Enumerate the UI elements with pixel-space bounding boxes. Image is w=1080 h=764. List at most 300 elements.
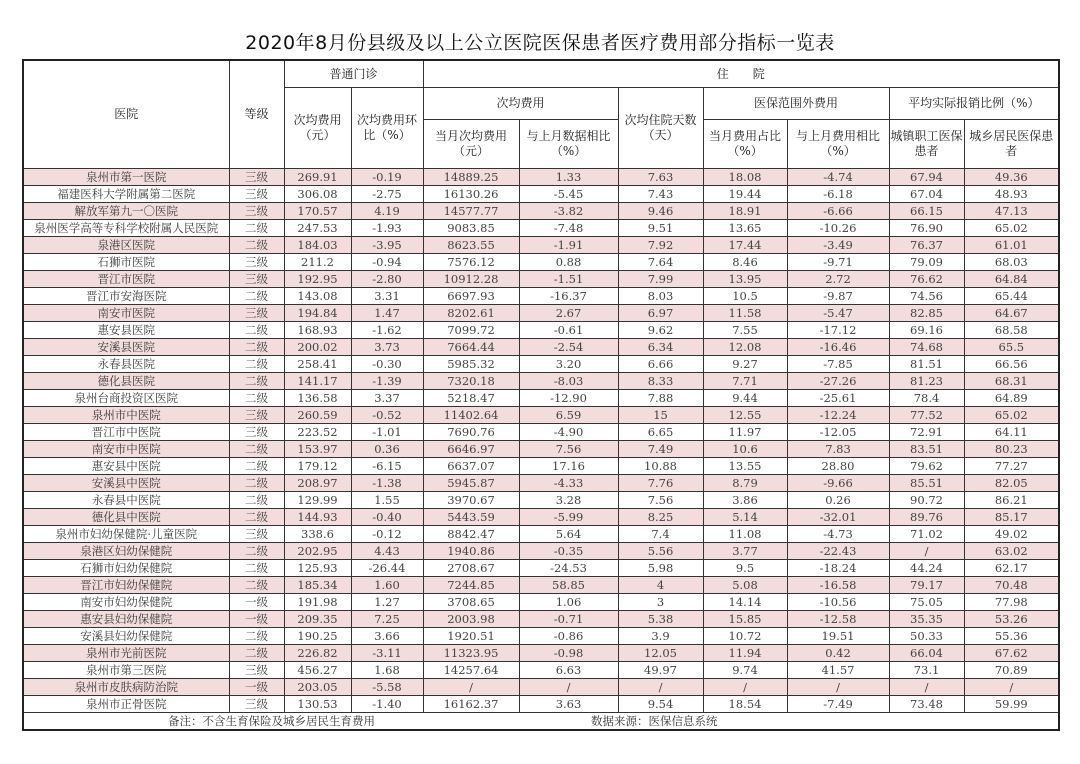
oop-share-cell: 13.95 bbox=[703, 271, 787, 288]
ip-avg-days-cell: 3.9 bbox=[618, 628, 703, 645]
oop-change-cell: / bbox=[787, 679, 889, 696]
ip-avg-cost-cell: 7099.72 bbox=[423, 322, 519, 339]
reimb-rural-cell: 86.21 bbox=[964, 492, 1059, 509]
reimb-urban-cell: / bbox=[889, 679, 964, 696]
hospital-name-cell: 泉州市妇幼保健院·儿童医院 bbox=[23, 526, 229, 543]
hospital-name-cell: 南安市妇幼保健院 bbox=[23, 594, 229, 611]
ip-avg-cost-cell: 8623.55 bbox=[423, 237, 519, 254]
ip-change-cell: -24.53 bbox=[519, 560, 618, 577]
reimb-urban-cell: 82.85 bbox=[889, 305, 964, 322]
op-avg-cost-cell: 456.27 bbox=[284, 662, 351, 679]
grade-cell: 三级 bbox=[229, 424, 284, 441]
ip-avg-cost-cell: 7320.18 bbox=[423, 373, 519, 390]
header-op-avg-cost: 次均费用（元） bbox=[284, 88, 351, 169]
op-avg-cost-cell: 143.08 bbox=[284, 288, 351, 305]
reimb-rural-cell: 65.02 bbox=[964, 407, 1059, 424]
oop-change-cell: 0.42 bbox=[787, 645, 889, 662]
op-avg-ratio-cell: -0.12 bbox=[351, 526, 423, 543]
grade-cell: 三级 bbox=[229, 203, 284, 220]
op-avg-ratio-cell: -2.80 bbox=[351, 271, 423, 288]
table-row bbox=[23, 254, 1059, 271]
oop-change-cell: -12.05 bbox=[787, 424, 889, 441]
ip-avg-days-cell: 5.38 bbox=[618, 611, 703, 628]
table-row bbox=[23, 424, 1059, 441]
hospital-name-cell: 泉州市第三医院 bbox=[23, 662, 229, 679]
ip-avg-days-cell: 7.64 bbox=[618, 254, 703, 271]
grade-cell: 三级 bbox=[229, 526, 284, 543]
reimb-urban-cell: 35.35 bbox=[889, 611, 964, 628]
oop-change-cell: -18.24 bbox=[787, 560, 889, 577]
oop-share-cell: 11.94 bbox=[703, 645, 787, 662]
reimb-rural-cell: 61.01 bbox=[964, 237, 1059, 254]
oop-change-cell: -7.85 bbox=[787, 356, 889, 373]
reimb-rural-cell: 62.17 bbox=[964, 560, 1059, 577]
ip-change-cell: -5.45 bbox=[519, 186, 618, 203]
hospital-name-cell: 解放军第九一〇医院 bbox=[23, 203, 229, 220]
oop-share-cell: 18.54 bbox=[703, 696, 787, 713]
oop-share-cell: 18.91 bbox=[703, 203, 787, 220]
ip-avg-cost-cell: 11323.95 bbox=[423, 645, 519, 662]
oop-share-cell: 18.08 bbox=[703, 169, 787, 186]
table-row bbox=[23, 288, 1059, 305]
ip-avg-days-cell: 9.46 bbox=[618, 203, 703, 220]
ip-change-cell: 1.06 bbox=[519, 594, 618, 611]
table-row bbox=[23, 305, 1059, 322]
hospital-name-cell: 德化县中医院 bbox=[23, 509, 229, 526]
oop-share-cell: 3.86 bbox=[703, 492, 787, 509]
grade-cell: 二级 bbox=[229, 509, 284, 526]
oop-change-cell: -9.87 bbox=[787, 288, 889, 305]
ip-avg-days-cell: / bbox=[618, 679, 703, 696]
oop-change-cell: -6.18 bbox=[787, 186, 889, 203]
grade-cell: 一级 bbox=[229, 611, 284, 628]
ip-change-cell: -0.98 bbox=[519, 645, 618, 662]
ip-change-cell: 3.28 bbox=[519, 492, 618, 509]
hospital-name-cell: 德化县医院 bbox=[23, 373, 229, 390]
ip-avg-days-cell: 8.25 bbox=[618, 509, 703, 526]
table-row bbox=[23, 492, 1059, 509]
op-avg-ratio-cell: -3.95 bbox=[351, 237, 423, 254]
oop-change-cell: -12.24 bbox=[787, 407, 889, 424]
oop-share-cell: 8.46 bbox=[703, 254, 787, 271]
oop-share-cell: 14.14 bbox=[703, 594, 787, 611]
ip-change-cell: 3.20 bbox=[519, 356, 618, 373]
op-avg-cost-cell: 200.02 bbox=[284, 339, 351, 356]
op-avg-ratio-cell: 0.36 bbox=[351, 441, 423, 458]
grade-cell: 二级 bbox=[229, 441, 284, 458]
op-avg-ratio-cell: 3.31 bbox=[351, 288, 423, 305]
op-avg-ratio-cell: -0.94 bbox=[351, 254, 423, 271]
op-avg-cost-cell: 203.05 bbox=[284, 679, 351, 696]
oop-share-cell: 10.6 bbox=[703, 441, 787, 458]
table-row bbox=[23, 356, 1059, 373]
op-avg-ratio-cell: -1.39 bbox=[351, 373, 423, 390]
ip-avg-cost-cell: 2708.67 bbox=[423, 560, 519, 577]
ip-change-cell: -0.86 bbox=[519, 628, 618, 645]
header-grade: 等级 bbox=[229, 60, 284, 169]
header-ip-vs-last-month: 与上月数据相比（%） bbox=[519, 120, 618, 169]
ip-avg-days-cell: 8.33 bbox=[618, 373, 703, 390]
grade-cell: 二级 bbox=[229, 390, 284, 407]
ip-change-cell: -0.71 bbox=[519, 611, 618, 628]
grade-cell: 二级 bbox=[229, 645, 284, 662]
op-avg-cost-cell: 144.93 bbox=[284, 509, 351, 526]
ip-avg-days-cell: 7.43 bbox=[618, 186, 703, 203]
op-avg-cost-cell: 194.84 bbox=[284, 305, 351, 322]
op-avg-cost-cell: 168.93 bbox=[284, 322, 351, 339]
op-avg-ratio-cell: -6.15 bbox=[351, 458, 423, 475]
reimb-urban-cell: 67.04 bbox=[889, 186, 964, 203]
oop-share-cell: 5.14 bbox=[703, 509, 787, 526]
op-avg-cost-cell: 130.53 bbox=[284, 696, 351, 713]
grade-cell: 二级 bbox=[229, 373, 284, 390]
hospital-name-cell: 晋江市安海医院 bbox=[23, 288, 229, 305]
reimb-rural-cell: 64.84 bbox=[964, 271, 1059, 288]
ip-avg-cost-cell: 5985.32 bbox=[423, 356, 519, 373]
table-row bbox=[23, 509, 1059, 526]
oop-change-cell: -7.49 bbox=[787, 696, 889, 713]
op-avg-cost-cell: 141.17 bbox=[284, 373, 351, 390]
reimb-urban-cell: 79.09 bbox=[889, 254, 964, 271]
hospital-name-cell: 泉港区妇幼保健院 bbox=[23, 543, 229, 560]
header-hospital: 医院 bbox=[23, 60, 229, 169]
ip-avg-cost-cell: 7664.44 bbox=[423, 339, 519, 356]
hospital-name-cell: 惠安县中医院 bbox=[23, 458, 229, 475]
hospital-name-cell: 泉州市皮肤病防治院 bbox=[23, 679, 229, 696]
hospital-name-cell: 泉州市光前医院 bbox=[23, 645, 229, 662]
grade-cell: 二级 bbox=[229, 458, 284, 475]
ip-change-cell: 0.88 bbox=[519, 254, 618, 271]
ip-change-cell: 3.63 bbox=[519, 696, 618, 713]
op-avg-ratio-cell: 1.60 bbox=[351, 577, 423, 594]
op-avg-ratio-cell: -3.11 bbox=[351, 645, 423, 662]
op-avg-ratio-cell: 1.55 bbox=[351, 492, 423, 509]
ip-change-cell: 17.16 bbox=[519, 458, 618, 475]
ip-change-cell: -4.33 bbox=[519, 475, 618, 492]
ip-avg-days-cell: 6.66 bbox=[618, 356, 703, 373]
reimb-rural-cell: 70.89 bbox=[964, 662, 1059, 679]
table-row bbox=[23, 543, 1059, 560]
oop-share-cell: 7.55 bbox=[703, 322, 787, 339]
ip-avg-days-cell: 7.4 bbox=[618, 526, 703, 543]
reimb-urban-cell: 72.91 bbox=[889, 424, 964, 441]
hospital-name-cell: 晋江市医院 bbox=[23, 271, 229, 288]
hospital-name-cell: 泉州台商投资区医院 bbox=[23, 390, 229, 407]
grade-cell: 二级 bbox=[229, 356, 284, 373]
table-row bbox=[23, 696, 1059, 713]
hospital-name-cell: 安溪县妇幼保健院 bbox=[23, 628, 229, 645]
grade-cell: 二级 bbox=[229, 628, 284, 645]
oop-share-cell: 5.08 bbox=[703, 577, 787, 594]
ip-change-cell: 7.56 bbox=[519, 441, 618, 458]
grade-cell: 二级 bbox=[229, 475, 284, 492]
ip-avg-cost-cell: 3970.67 bbox=[423, 492, 519, 509]
ip-avg-cost-cell: 5443.59 bbox=[423, 509, 519, 526]
op-avg-cost-cell: 226.82 bbox=[284, 645, 351, 662]
ip-change-cell: 5.64 bbox=[519, 526, 618, 543]
reimb-urban-cell: 74.56 bbox=[889, 288, 964, 305]
op-avg-cost-cell: 185.34 bbox=[284, 577, 351, 594]
oop-change-cell: -16.58 bbox=[787, 577, 889, 594]
ip-avg-cost-cell: 6646.97 bbox=[423, 441, 519, 458]
table-row bbox=[23, 271, 1059, 288]
ip-change-cell: -16.37 bbox=[519, 288, 618, 305]
reimb-rural-cell: 65.02 bbox=[964, 220, 1059, 237]
ip-avg-cost-cell: 7690.76 bbox=[423, 424, 519, 441]
reimb-rural-cell: 49.02 bbox=[964, 526, 1059, 543]
reimb-rural-cell: 77.27 bbox=[964, 458, 1059, 475]
reimb-rural-cell: 68.31 bbox=[964, 373, 1059, 390]
op-avg-cost-cell: 269.91 bbox=[284, 169, 351, 186]
hospital-name-cell: 安溪县中医院 bbox=[23, 475, 229, 492]
ip-avg-days-cell: 7.56 bbox=[618, 492, 703, 509]
ip-change-cell: -12.90 bbox=[519, 390, 618, 407]
grade-cell: 三级 bbox=[229, 271, 284, 288]
ip-change-cell: / bbox=[519, 679, 618, 696]
footer-row bbox=[23, 713, 1059, 731]
table-row bbox=[23, 186, 1059, 203]
op-avg-cost-cell: 247.53 bbox=[284, 220, 351, 237]
reimb-rural-cell: 67.62 bbox=[964, 645, 1059, 662]
reimb-urban-cell: 73.48 bbox=[889, 696, 964, 713]
grade-cell: 二级 bbox=[229, 543, 284, 560]
grade-cell: 三级 bbox=[229, 305, 284, 322]
oop-share-cell: 13.55 bbox=[703, 458, 787, 475]
op-avg-cost-cell: 192.95 bbox=[284, 271, 351, 288]
reimb-urban-cell: 81.23 bbox=[889, 373, 964, 390]
reimb-rural-cell: / bbox=[964, 679, 1059, 696]
ip-avg-cost-cell: 1920.51 bbox=[423, 628, 519, 645]
grade-cell: 二级 bbox=[229, 577, 284, 594]
ip-avg-cost-cell: 2003.98 bbox=[423, 611, 519, 628]
ip-avg-cost-cell: 6697.93 bbox=[423, 288, 519, 305]
ip-change-cell: -5.99 bbox=[519, 509, 618, 526]
table-row bbox=[23, 560, 1059, 577]
reimb-rural-cell: 59.99 bbox=[964, 696, 1059, 713]
oop-share-cell: 8.79 bbox=[703, 475, 787, 492]
table-row bbox=[23, 662, 1059, 679]
oop-change-cell: 41.57 bbox=[787, 662, 889, 679]
ip-avg-days-cell: 9.62 bbox=[618, 322, 703, 339]
reimb-urban-cell: 66.15 bbox=[889, 203, 964, 220]
ip-avg-cost-cell: 9083.85 bbox=[423, 220, 519, 237]
op-avg-ratio-cell: -0.52 bbox=[351, 407, 423, 424]
oop-share-cell: 3.77 bbox=[703, 543, 787, 560]
header-inpatient: 住 院 bbox=[423, 60, 1059, 88]
header-reimb-urban: 城镇职工医保患者 bbox=[889, 120, 964, 169]
oop-share-cell: 11.58 bbox=[703, 305, 787, 322]
ip-avg-days-cell: 7.99 bbox=[618, 271, 703, 288]
hospital-name-cell: 石狮市妇幼保健院 bbox=[23, 560, 229, 577]
ip-avg-days-cell: 15 bbox=[618, 407, 703, 424]
header-reimb-rural: 城乡居民医保患者 bbox=[964, 120, 1059, 169]
ip-avg-cost-cell: 5945.87 bbox=[423, 475, 519, 492]
grade-cell: 三级 bbox=[229, 186, 284, 203]
table-row bbox=[23, 441, 1059, 458]
header-reimb-group: 平均实际报销比例（%） bbox=[889, 88, 1059, 120]
oop-change-cell: 28.80 bbox=[787, 458, 889, 475]
reimb-rural-cell: 55.36 bbox=[964, 628, 1059, 645]
op-avg-cost-cell: 191.98 bbox=[284, 594, 351, 611]
ip-avg-cost-cell: 5218.47 bbox=[423, 390, 519, 407]
reimb-urban-cell: 78.4 bbox=[889, 390, 964, 407]
op-avg-cost-cell: 209.35 bbox=[284, 611, 351, 628]
reimb-urban-cell: 79.62 bbox=[889, 458, 964, 475]
op-avg-ratio-cell: -2.75 bbox=[351, 186, 423, 203]
oop-change-cell: -4.74 bbox=[787, 169, 889, 186]
reimb-urban-cell: 83.51 bbox=[889, 441, 964, 458]
oop-share-cell: 7.71 bbox=[703, 373, 787, 390]
table-row bbox=[23, 390, 1059, 407]
oop-change-cell: -10.56 bbox=[787, 594, 889, 611]
ip-change-cell: -4.90 bbox=[519, 424, 618, 441]
oop-change-cell: -10.26 bbox=[787, 220, 889, 237]
hospital-name-cell: 福建医科大学附属第二医院 bbox=[23, 186, 229, 203]
reimb-urban-cell: 67.94 bbox=[889, 169, 964, 186]
table-row bbox=[23, 237, 1059, 254]
op-avg-cost-cell: 202.95 bbox=[284, 543, 351, 560]
reimb-urban-cell: 50.33 bbox=[889, 628, 964, 645]
hospital-name-cell: 石狮市医院 bbox=[23, 254, 229, 271]
hospital-name-cell: 泉州医学高等专科学校附属人民医院 bbox=[23, 220, 229, 237]
table-row bbox=[23, 475, 1059, 492]
ip-avg-days-cell: 7.49 bbox=[618, 441, 703, 458]
oop-change-cell: -3.49 bbox=[787, 237, 889, 254]
ip-avg-days-cell: 9.51 bbox=[618, 220, 703, 237]
ip-change-cell: 6.63 bbox=[519, 662, 618, 679]
reimb-rural-cell: 48.93 bbox=[964, 186, 1059, 203]
reimb-urban-cell: 73.1 bbox=[889, 662, 964, 679]
oop-share-cell: 9.44 bbox=[703, 390, 787, 407]
oop-share-cell: 15.85 bbox=[703, 611, 787, 628]
reimb-rural-cell: 63.02 bbox=[964, 543, 1059, 560]
footer-note: 备注：不含生育保险及城乡居民生育费用 bbox=[23, 713, 519, 731]
oop-change-cell: -5.47 bbox=[787, 305, 889, 322]
grade-cell: 三级 bbox=[229, 169, 284, 186]
reimb-urban-cell: / bbox=[889, 543, 964, 560]
table-row bbox=[23, 203, 1059, 220]
hospital-name-cell: 安溪县医院 bbox=[23, 339, 229, 356]
oop-change-cell: -12.58 bbox=[787, 611, 889, 628]
reimb-urban-cell: 66.04 bbox=[889, 645, 964, 662]
op-avg-cost-cell: 260.59 bbox=[284, 407, 351, 424]
op-avg-ratio-cell: -0.30 bbox=[351, 356, 423, 373]
reimb-urban-cell: 74.68 bbox=[889, 339, 964, 356]
ip-avg-cost-cell: 11402.64 bbox=[423, 407, 519, 424]
op-avg-ratio-cell: 1.68 bbox=[351, 662, 423, 679]
oop-change-cell: -25.61 bbox=[787, 390, 889, 407]
ip-avg-days-cell: 8.03 bbox=[618, 288, 703, 305]
hospital-name-cell: 泉州市第一医院 bbox=[23, 169, 229, 186]
reimb-rural-cell: 68.03 bbox=[964, 254, 1059, 271]
hospital-name-cell: 南安市中医院 bbox=[23, 441, 229, 458]
reimb-rural-cell: 47.13 bbox=[964, 203, 1059, 220]
table-row bbox=[23, 526, 1059, 543]
op-avg-ratio-cell: 3.66 bbox=[351, 628, 423, 645]
ip-avg-cost-cell: 10912.28 bbox=[423, 271, 519, 288]
ip-change-cell: -7.48 bbox=[519, 220, 618, 237]
op-avg-cost-cell: 179.12 bbox=[284, 458, 351, 475]
oop-share-cell: 19.44 bbox=[703, 186, 787, 203]
oop-share-cell: 9.27 bbox=[703, 356, 787, 373]
reimb-rural-cell: 64.11 bbox=[964, 424, 1059, 441]
ip-avg-cost-cell: 1940.86 bbox=[423, 543, 519, 560]
table-row bbox=[23, 220, 1059, 237]
op-avg-cost-cell: 211.2 bbox=[284, 254, 351, 271]
oop-change-cell: -32.01 bbox=[787, 509, 889, 526]
ip-avg-days-cell: 6.97 bbox=[618, 305, 703, 322]
oop-share-cell: 13.65 bbox=[703, 220, 787, 237]
oop-change-cell: 19.51 bbox=[787, 628, 889, 645]
ip-avg-days-cell: 49.97 bbox=[618, 662, 703, 679]
op-avg-cost-cell: 306.08 bbox=[284, 186, 351, 203]
oop-change-cell: -16.46 bbox=[787, 339, 889, 356]
ip-avg-days-cell: 5.98 bbox=[618, 560, 703, 577]
oop-share-cell: 17.44 bbox=[703, 237, 787, 254]
hospital-name-cell: 惠安县妇幼保健院 bbox=[23, 611, 229, 628]
op-avg-cost-cell: 129.99 bbox=[284, 492, 351, 509]
table-row bbox=[23, 577, 1059, 594]
ip-avg-days-cell: 7.76 bbox=[618, 475, 703, 492]
op-avg-ratio-cell: -1.38 bbox=[351, 475, 423, 492]
op-avg-cost-cell: 136.58 bbox=[284, 390, 351, 407]
oop-share-cell: 12.55 bbox=[703, 407, 787, 424]
hospital-name-cell: 晋江市中医院 bbox=[23, 424, 229, 441]
ip-change-cell: -1.91 bbox=[519, 237, 618, 254]
reimb-rural-cell: 49.36 bbox=[964, 169, 1059, 186]
header-oop-share: 当月费用占比（%） bbox=[703, 120, 787, 169]
ip-change-cell: 2.67 bbox=[519, 305, 618, 322]
hospital-name-cell: 惠安县医院 bbox=[23, 322, 229, 339]
ip-change-cell: 1.33 bbox=[519, 169, 618, 186]
reimb-rural-cell: 68.58 bbox=[964, 322, 1059, 339]
op-avg-ratio-cell: 1.27 bbox=[351, 594, 423, 611]
grade-cell: 一级 bbox=[229, 594, 284, 611]
reimb-urban-cell: 90.72 bbox=[889, 492, 964, 509]
ip-avg-cost-cell: 8842.47 bbox=[423, 526, 519, 543]
reimb-rural-cell: 53.26 bbox=[964, 611, 1059, 628]
table-row bbox=[23, 611, 1059, 628]
ip-change-cell: -0.35 bbox=[519, 543, 618, 560]
grade-cell: 三级 bbox=[229, 407, 284, 424]
reimb-rural-cell: 66.56 bbox=[964, 356, 1059, 373]
op-avg-cost-cell: 258.41 bbox=[284, 356, 351, 373]
table-body bbox=[23, 169, 1059, 713]
reimb-rural-cell: 85.17 bbox=[964, 509, 1059, 526]
header-ip-month-avg-cost: 当月次均费用（元） bbox=[423, 120, 519, 169]
ip-avg-days-cell: 9.54 bbox=[618, 696, 703, 713]
oop-change-cell: -17.12 bbox=[787, 322, 889, 339]
ip-avg-cost-cell: 14889.25 bbox=[423, 169, 519, 186]
oop-share-cell: 9.74 bbox=[703, 662, 787, 679]
op-avg-cost-cell: 184.03 bbox=[284, 237, 351, 254]
reimb-urban-cell: 44.24 bbox=[889, 560, 964, 577]
ip-avg-days-cell: 3 bbox=[618, 594, 703, 611]
reimb-urban-cell: 85.51 bbox=[889, 475, 964, 492]
oop-change-cell: -4.73 bbox=[787, 526, 889, 543]
op-avg-cost-cell: 170.57 bbox=[284, 203, 351, 220]
grade-cell: 二级 bbox=[229, 288, 284, 305]
ip-avg-cost-cell: 7244.85 bbox=[423, 577, 519, 594]
ip-avg-cost-cell: 6637.07 bbox=[423, 458, 519, 475]
table-row bbox=[23, 407, 1059, 424]
ip-avg-days-cell: 7.63 bbox=[618, 169, 703, 186]
oop-change-cell: -22.43 bbox=[787, 543, 889, 560]
op-avg-ratio-cell: 4.43 bbox=[351, 543, 423, 560]
page-title: 2020年8月份县级及以上公立医院医保患者医疗费用部分指标一览表 bbox=[245, 32, 835, 54]
hospital-name-cell: 泉港区医院 bbox=[23, 237, 229, 254]
grade-cell: 一级 bbox=[229, 679, 284, 696]
